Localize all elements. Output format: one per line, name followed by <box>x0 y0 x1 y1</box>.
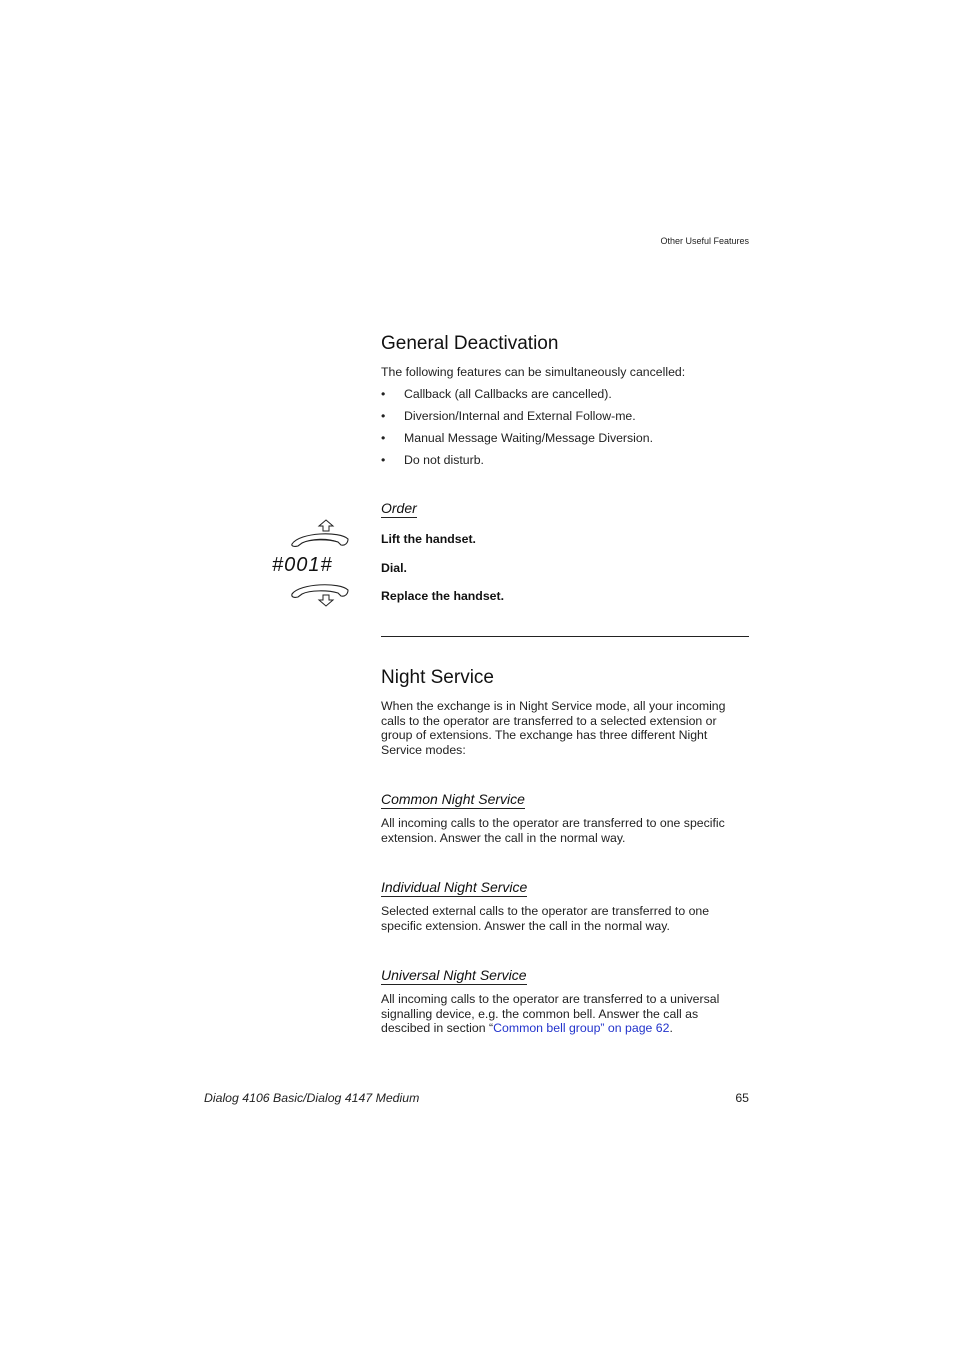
universal-night-service-heading-wrap <box>381 967 527 985</box>
common-night-service-heading: Common Night Service <box>381 791 525 807</box>
section-title-night-service: Night Service <box>381 667 494 688</box>
universal-body-text: All incoming calls to the operator are transferred to a universal signalling device, e.g. the common bell. Answer the call as descibed in section “ <box>381 992 720 1036</box>
feature-list <box>381 387 751 475</box>
dial-code: #001# <box>272 554 333 576</box>
section-divider <box>381 636 749 637</box>
individual-night-service-heading-wrap <box>381 879 527 897</box>
individual-night-service-body: Selected external calls to the operator are transferred to one specific extension. Answer the call in the normal way. <box>381 904 710 933</box>
handset-replace-icon <box>288 582 352 608</box>
order-heading-wrap <box>381 500 417 518</box>
common-night-service-heading-wrap <box>381 791 525 809</box>
list-item: • Manual Message Waiting/Message Diversion. <box>381 431 751 453</box>
common-bell-group-link[interactable]: Common bell group” on page 62 <box>493 1021 670 1036</box>
list-item: • Diversion/Internal and External Follow-me. <box>381 409 751 431</box>
individual-night-service-heading: Individual Night Service <box>381 879 528 895</box>
common-night-service-body: All incoming calls to the operator are transferred to one specific extension. Answer the call in the normal way. <box>381 816 725 845</box>
running-header: Other Useful Features <box>660 236 749 246</box>
universal-night-service-body <box>381 992 731 1036</box>
handset-lift-icon <box>288 519 352 549</box>
footer-product-name: Dialog 4106 Basic/Dialog 4147 Medium <box>204 1091 420 1105</box>
night-service-intro: When the exchange is in Night Service mode, all your incoming calls to the operator are transferred to a selected extension or group of extensions. The exchange has three different Night Service modes: <box>381 699 726 757</box>
universal-night-service-heading: Universal Night Service <box>381 967 527 983</box>
step-replace-handset: Replace the handset. <box>381 589 505 603</box>
list-item: • Do not disturb. <box>381 453 751 475</box>
section-title-general-deactivation: General Deactivation <box>381 333 559 354</box>
order-heading: Order <box>381 500 417 516</box>
step-lift-handset: Lift the handset. <box>381 532 476 546</box>
step-dial: Dial. <box>381 561 407 575</box>
general-deactivation-intro: The following features can be simultaneously cancelled: <box>381 365 686 379</box>
list-item: • Callback (all Callbacks are cancelled). <box>381 387 751 409</box>
universal-body-end: . <box>669 1021 673 1036</box>
page-number: 65 <box>735 1091 749 1105</box>
